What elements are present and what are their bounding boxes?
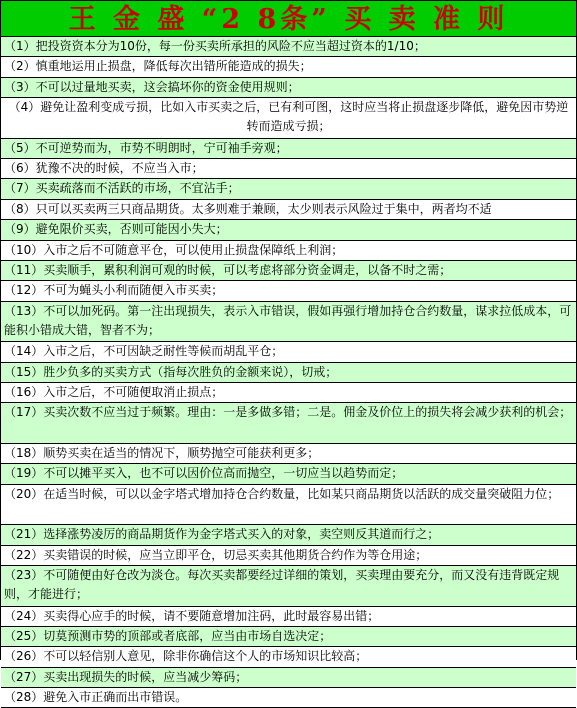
rule-row-17: （17）买卖次数不应当过于频繁。理由：一是多做多错；二是。佣金及价位上的损失将会减少获利的机会； bbox=[1, 403, 576, 444]
rule-row-14: （14）入市之后，不可因缺乏耐性等候而胡乱平仓； bbox=[1, 342, 576, 362]
rule-row-28: （28）避免入市正确而出市错误。 bbox=[1, 688, 576, 708]
rule-row-18: （18）顺势买卖在适当的情况下，顺势抛空可能获利更多； bbox=[1, 444, 576, 464]
rules-list bbox=[1, 37, 576, 708]
rule-row-27: （27）买卖出现损失的时候，应当减少筹码； bbox=[1, 668, 576, 688]
rule-row-26: （26）不可以轻信别人意见，除非你确信这个人的市场知识比较高； bbox=[1, 647, 576, 667]
rule-row-8: （8）只可以买卖两三只商品期货。太多则难于兼顾，太少则表示风险过于集中，两者均不适 bbox=[1, 200, 576, 220]
rule-row-3: （3）不可以过量地买卖，这会搞坏你的资金使用规则； bbox=[1, 78, 576, 98]
rule-row-20: （20）在适当时候，可以以金字塔式增加持仓合约数量，比如某只商品期货以活跃的成交量突破阻力位； bbox=[1, 485, 576, 526]
rule-row-23: （23）不可随便由好仓改为淡仓。每次买卖都要经过详细的策划，买卖理由要充分，而又没有违背既定规则，才能进行； bbox=[1, 566, 576, 607]
rule-row-22: （22）买卖错误的时候，应当立即平仓，切忌买卖其他期货合约作为等仓用途； bbox=[1, 546, 576, 566]
rule-row-2: （2）慎重地运用止损盘，降低每次出错所能造成的损失； bbox=[1, 57, 576, 77]
rule-row-11: （11）买卖顺手，累积利润可观的时候，可以考虑将部分资金调走，以备不时之需； bbox=[1, 261, 576, 281]
rule-row-9: （9）避免限价买卖，否则可能因小失大； bbox=[1, 220, 576, 240]
rule-row-1: （1）把投资资本分为10份，每一份买卖所承担的风险不应当超过资本的1/10； bbox=[1, 37, 576, 57]
page-title: 王 金 盛 “2 8条” 买 卖 准 则 bbox=[1, 0, 576, 37]
rule-row-4: （4）避免让盈利变成亏损，比如入市买卖之后，已有利可图，这时应当将止损盘逐步降低，避免因市势逆转而造成亏损； bbox=[1, 98, 576, 139]
rule-row-16: （16）入市之后，不可随便取消止损点； bbox=[1, 383, 576, 403]
rule-row-6: （6）犹豫不决的时候，不应当入市； bbox=[1, 159, 576, 179]
rule-row-13: （13）不可以加死码。第一注出现损失，表示入市错误，假如再强行增加持仓合约数量，谋求拉低成本，可能积小错成大错，智者不为； bbox=[1, 302, 576, 343]
rule-row-19: （19）不可以摊平买入，也不可以因价位高而抛空，一切应当以趋势而定； bbox=[1, 464, 576, 484]
rule-row-21: （21）选择涨势凌厉的商品期货作为金字塔式买入的对象，卖空则反其道而行之； bbox=[1, 525, 576, 545]
rule-row-12: （12）不可为蝇头小利而随便入市买卖； bbox=[1, 281, 576, 301]
rule-row-7: （7）买卖疏落而不活跃的市场，不宜沾手； bbox=[1, 179, 576, 199]
rule-row-5: （5）不可逆势而为，市势不明朗时，宁可袖手旁观； bbox=[1, 139, 576, 159]
rule-row-25: （25）切莫预测市势的顶部或者底部，应当由市场自选决定； bbox=[1, 627, 576, 647]
rule-row-10: （10）入市之后不可随意平仓，可以使用止损盘保障纸上利润； bbox=[1, 241, 576, 261]
rule-row-24: （24）买卖得心应手的时候，请不要随意增加注码，此时最容易出错； bbox=[1, 607, 576, 627]
rule-row-15: （15）胜少负多的买卖方式（指每次胜负的金额来说），切戒； bbox=[1, 363, 576, 383]
